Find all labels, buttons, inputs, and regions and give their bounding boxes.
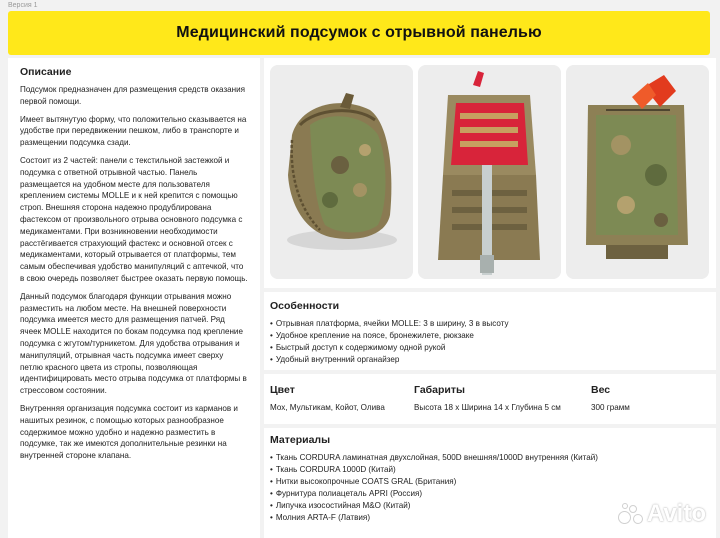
description-heading: Описание bbox=[20, 66, 72, 78]
weight-label: Вес bbox=[591, 384, 611, 396]
list-item: • Удобное крепление на поясе, бронежилете, рюкзаке bbox=[270, 330, 710, 342]
description-paragraph: Имеет вытянутую форму, что положительно сказывается на удобстве при передвижении пешком, либо в транспорте и размещении подсумка сзади. bbox=[20, 114, 247, 148]
page-title: Медицинский подсумок с отрывной панелью bbox=[176, 24, 542, 41]
photo-gallery bbox=[264, 58, 716, 288]
list-item: • Отрывная платформа, ячейки MOLLE: 3 в ширину, 3 в высоту bbox=[270, 318, 710, 330]
size-property bbox=[414, 384, 561, 412]
avito-logo-icon bbox=[618, 503, 644, 525]
weight-property bbox=[591, 384, 630, 412]
list-item: • Быстрый доступ к содержимому одной рукой bbox=[270, 342, 710, 354]
pouch-open-icon bbox=[418, 65, 561, 279]
description-paragraph: Данный подсумок благодаря функции отрывания можно разместить на любом месте. На внешней поверхности подсумка имеется место для размещения патчей. Ряд ячеек MOLLE находится по бокам подсумка под крепление подсумка с жгутом/турникетом. Для удобства отрывания и манипуляций, отрывная часть подсумка имеет сверху петлю красного цвета из стропы, позволяющая идентифицировать место отрыва подсумка от платформы в стрессовом состоянии. bbox=[20, 291, 247, 396]
list-item: • Липучка изосостийная М&О (Китай) bbox=[270, 500, 710, 512]
size-value: Высота 18 х Ширина 14 х Глубина 5 см bbox=[414, 403, 561, 412]
color-label: Цвет bbox=[270, 384, 295, 396]
list-item: • Удобный внутренний органайзер bbox=[270, 354, 710, 366]
description-paragraph: Состоит из 2 частей: панели с текстильной застежкой и подсумка с ответной отрывной частью. Панель размещается на удобном месте для пользователя креплением системы MOLLE и к ней крепится с помощью строп. Внешняя сторона надежно продублирована фастексом от произвольного отрыва основного подсумка с медикаментами. При возникновении необходимости расстёгивается страхующий фастекс и основной отсек с медикаментами, который отрывается от платформы, тем самым обеспечивая удобство манипуляций с аптечкой, что в свою очередь позволяет быстрее оказать первую помощь. bbox=[20, 155, 248, 283]
color-property bbox=[270, 384, 385, 412]
pouch-back-photo[interactable] bbox=[566, 65, 709, 279]
title-banner bbox=[8, 11, 710, 55]
properties-card bbox=[264, 374, 716, 424]
list-item: • Молния ARTA-F (Латвия) bbox=[270, 512, 710, 524]
description-paragraph: Подсумок предназначен для размещения средств оказания первой помощи. bbox=[20, 85, 246, 106]
version-label: Версия 1 bbox=[8, 2, 38, 9]
features-heading: Особенности bbox=[270, 300, 340, 312]
pouch-side-photo[interactable] bbox=[270, 65, 413, 279]
list-item: • Ткань CORDURA 1000D (Китай) bbox=[270, 464, 710, 476]
size-label: Габариты bbox=[414, 384, 465, 396]
materials-card bbox=[264, 428, 716, 538]
features-list bbox=[270, 318, 710, 366]
pouch-back-icon bbox=[566, 65, 709, 279]
description-card bbox=[8, 58, 260, 538]
color-value: Мох, Мультикам, Койот, Олива bbox=[270, 403, 385, 412]
list-item: • Фурнитура полиацеталь APRI (Россия) bbox=[270, 488, 710, 500]
list-item: • Нитки высокопрочные COATS GRAL (Британия) bbox=[270, 476, 710, 488]
list-item: • Ткань CORDURA ламинатная двухслойная, 500D внешняя/1000D внутренняя (Китай) bbox=[270, 452, 710, 464]
pouch-open-photo[interactable] bbox=[418, 65, 561, 279]
avito-watermark-text: Avito bbox=[646, 500, 706, 527]
features-card bbox=[264, 292, 716, 370]
avito-watermark bbox=[618, 500, 706, 528]
description-paragraph: Внутренняя организация подсумка состоит из карманов и нашитых резинок, с помощью которых разнообразное содержимое можно удобно и надежно разместить в подсумке, так же имеются дополнительные резинки на внутренней стороне клапана. bbox=[20, 403, 238, 461]
weight-value: 300 грамм bbox=[591, 403, 630, 412]
materials-heading: Материалы bbox=[270, 434, 331, 446]
pouch-closed-icon bbox=[270, 65, 413, 279]
